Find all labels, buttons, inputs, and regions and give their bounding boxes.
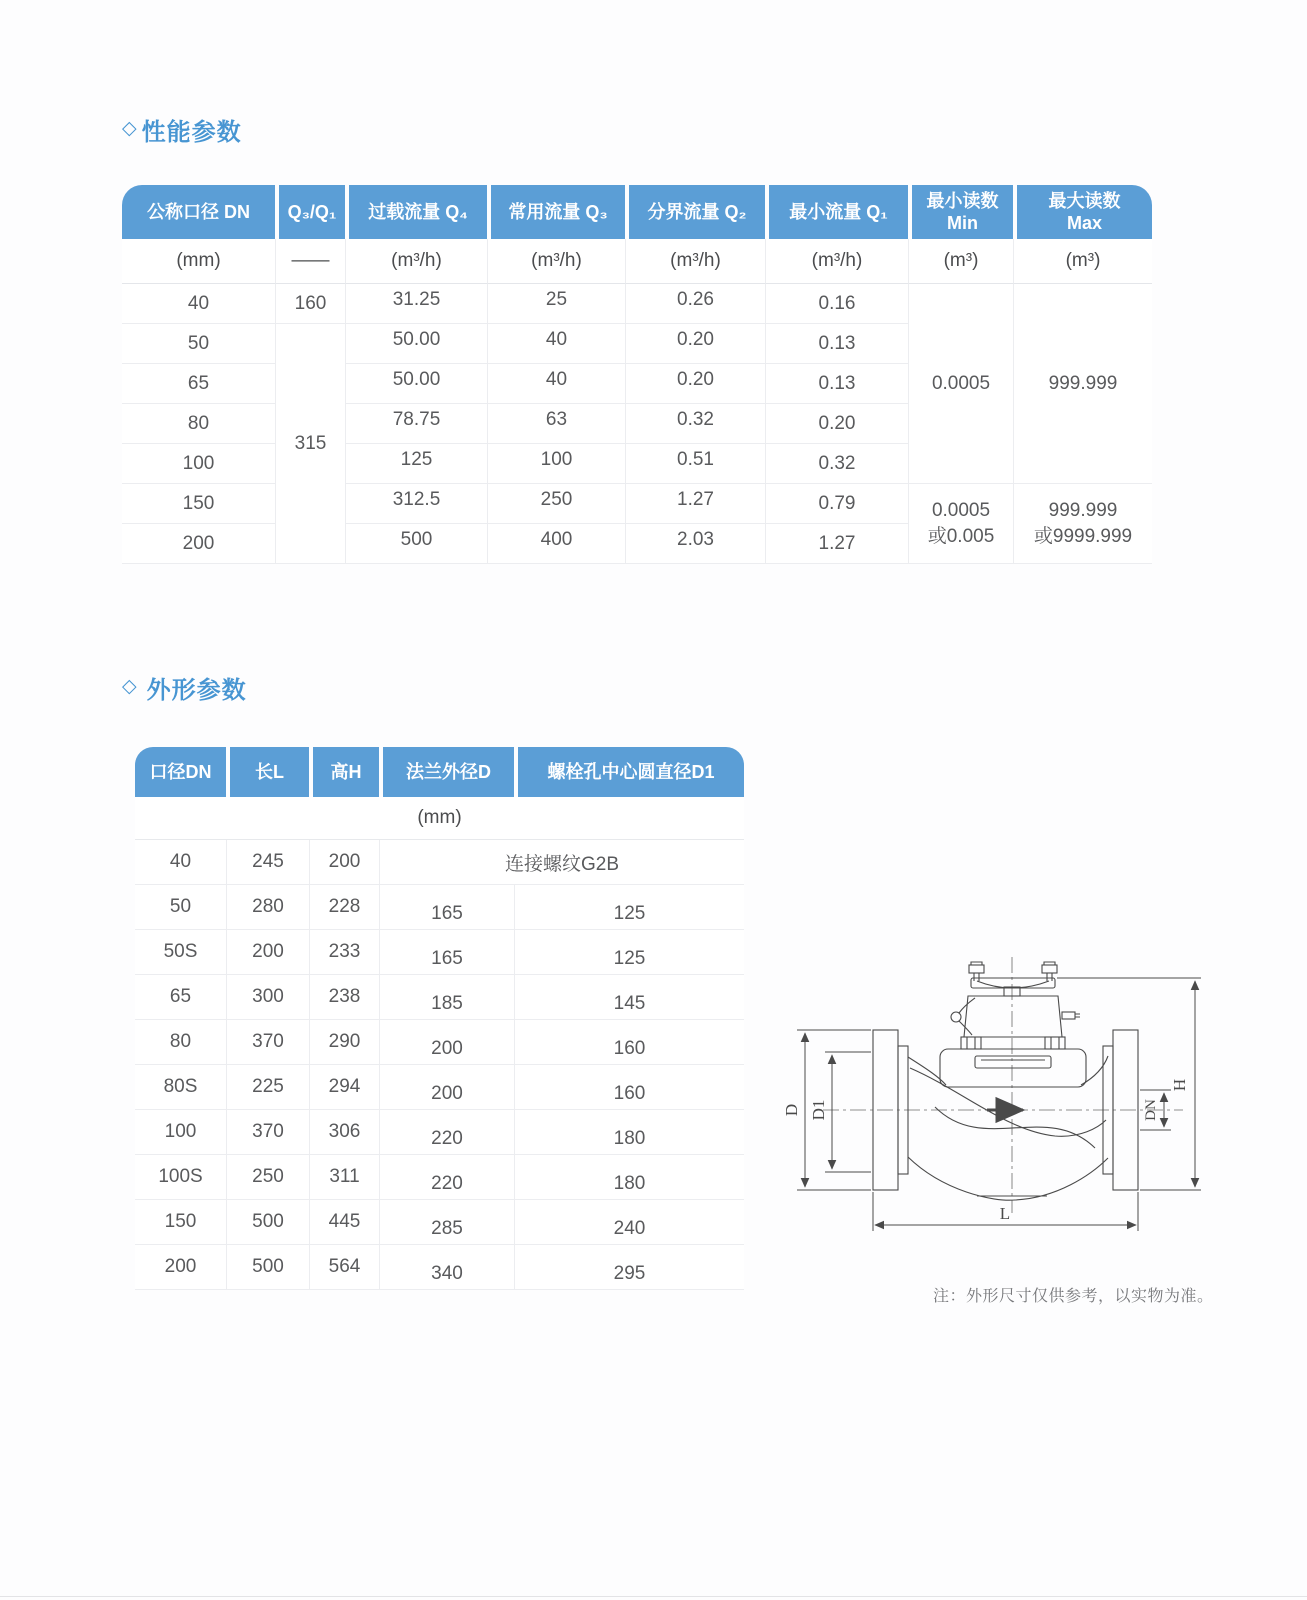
dims-unit-mm: (mm) <box>135 797 744 840</box>
perf-cell-max-merged-top: 999.999 <box>1013 284 1152 484</box>
dims-cell-d1: 160 <box>514 1065 744 1110</box>
dims-cell-l: 370 <box>226 1020 309 1065</box>
perf-cell-q4: 50.00 <box>345 324 487 364</box>
water-meter-drawing <box>765 905 1240 1255</box>
perf-cell-dn: 100 <box>122 444 275 484</box>
perf-unit-q4: (m³/h) <box>345 239 487 284</box>
perf-cell-q3: 63 <box>487 404 625 444</box>
perf-cell-min-merged-top: 0.0005 <box>908 284 1013 484</box>
dims-cell-h: 311 <box>309 1155 379 1200</box>
dim-label-dn: DN <box>1143 1099 1159 1121</box>
perf-cell-ratio: 160 <box>275 284 345 324</box>
dims-row-80s <box>135 1065 744 1110</box>
dims-cell-h: 233 <box>309 930 379 975</box>
dims-cell-l: 200 <box>226 930 309 975</box>
perf-cell-q2: 0.20 <box>625 364 765 404</box>
dims-cell-l: 225 <box>226 1065 309 1110</box>
dims-cell-d1: 160 <box>514 1020 744 1065</box>
perf-unit-ratio: —— <box>275 239 345 284</box>
perf-cell-q4: 50.00 <box>345 364 487 404</box>
perf-unit-dn: (mm) <box>122 239 275 284</box>
dims-cell-thread: 连接螺纹G2B <box>379 840 744 885</box>
perf-unit-q3: (m³/h) <box>487 239 625 284</box>
perf-cell-q1: 1.27 <box>765 524 908 564</box>
perf-cell-dn: 50 <box>122 324 275 364</box>
perf-header-min <box>908 185 1013 239</box>
dims-cell-d: 220 <box>379 1110 514 1155</box>
perf-cell-dn: 40 <box>122 284 275 324</box>
dims-cell-l: 245 <box>226 840 309 885</box>
perf-cell-q4: 31.25 <box>345 284 487 324</box>
perf-header-q2: 分界流量 Q₂ <box>625 185 765 239</box>
dims-cell-d: 165 <box>379 885 514 930</box>
perf-unit-max: (m³) <box>1013 239 1152 284</box>
dims-cell-dn: 80S <box>135 1065 226 1110</box>
dims-cell-d: 185 <box>379 975 514 1020</box>
dims-cell-l: 370 <box>226 1110 309 1155</box>
dims-cell-d1: 295 <box>514 1245 744 1290</box>
dims-cell-l: 250 <box>226 1155 309 1200</box>
section-title-text: 外形参数 <box>146 677 247 704</box>
dim-label-h: H <box>1170 1078 1189 1092</box>
dim-label-d1: D1 <box>809 1099 828 1121</box>
dims-cell-d: 165 <box>379 930 514 975</box>
dims-cell-d: 220 <box>379 1155 514 1200</box>
dims-cell-d: 200 <box>379 1020 514 1065</box>
perf-cell-dn: 80 <box>122 404 275 444</box>
diamond-icon: ◇ <box>122 676 138 697</box>
section-title-performance <box>122 112 242 147</box>
dims-cell-d1: 145 <box>514 975 744 1020</box>
dims-cell-dn: 100S <box>135 1155 226 1200</box>
perf-cell-q2: 0.51 <box>625 444 765 484</box>
drawing-note: 注：外形尺寸仅供参考，以实物为准。 <box>933 1288 1214 1305</box>
dims-cell-l: 500 <box>226 1200 309 1245</box>
dims-header-l: 长L <box>226 747 309 797</box>
dims-cell-d1: 125 <box>514 930 744 975</box>
perf-header-max-line2: Max <box>1066 213 1102 233</box>
perf-cell-max-merged-bottom <box>1013 484 1152 564</box>
dims-cell-h: 238 <box>309 975 379 1020</box>
dims-cell-l: 500 <box>226 1245 309 1290</box>
dims-cell-h: 294 <box>309 1065 379 1110</box>
dims-header-d1: 螺栓孔中心圆直径D1 <box>514 747 744 797</box>
perf-cell-q2: 0.20 <box>625 324 765 364</box>
perf-cell-q2: 2.03 <box>625 524 765 564</box>
perf-cell-q2: 0.32 <box>625 404 765 444</box>
dims-cell-l: 300 <box>226 975 309 1020</box>
dims-header-row <box>135 747 744 797</box>
perf-cell-q1: 0.13 <box>765 324 908 364</box>
perf-header-q3: 常用流量 Q₃ <box>487 185 625 239</box>
dims-header-h: 高H <box>309 747 379 797</box>
dims-row-200 <box>135 1245 744 1290</box>
dims-row-50s <box>135 930 744 975</box>
dims-cell-dn: 50S <box>135 930 226 975</box>
dims-row-65 <box>135 975 744 1020</box>
dims-cell-d: 340 <box>379 1245 514 1290</box>
dims-units-row <box>135 797 744 840</box>
perf-unit-q2: (m³/h) <box>625 239 765 284</box>
dims-cell-h: 228 <box>309 885 379 930</box>
perf-cell-q3: 40 <box>487 364 625 404</box>
dim-label-l: L <box>999 1204 1011 1223</box>
dims-cell-dn: 80 <box>135 1020 226 1065</box>
perf-cell-q1: 0.20 <box>765 404 908 444</box>
dims-row-40 <box>135 840 744 885</box>
perf-cell-q3: 25 <box>487 284 625 324</box>
perf-cell-q1: 0.16 <box>765 284 908 324</box>
perf-cell-q3: 400 <box>487 524 625 564</box>
perf-header-max-line1: 最大读数 <box>1048 190 1121 211</box>
dims-cell-dn: 65 <box>135 975 226 1020</box>
dims-cell-dn: 100 <box>135 1110 226 1155</box>
perf-header-min-line1: 最小读数 <box>926 190 999 211</box>
dims-cell-h: 290 <box>309 1020 379 1065</box>
perf-unit-q1: (m³/h) <box>765 239 908 284</box>
perf-cell-dn: 200 <box>122 524 275 564</box>
perf-header-dn: 公称口径 DN <box>122 185 275 239</box>
dims-cell-dn: 50 <box>135 885 226 930</box>
dims-header-d: 法兰外径D <box>379 747 514 797</box>
section-title-text: 性能参数 <box>141 119 242 146</box>
perf-cell-min-merged-bottom <box>908 484 1013 564</box>
perf-cell-q3: 250 <box>487 484 625 524</box>
dims-cell-dn: 200 <box>135 1245 226 1290</box>
perf-row-40 <box>122 284 1152 324</box>
perf-max-bottom-line1: 999.999 <box>1048 499 1118 521</box>
perf-cell-q4: 500 <box>345 524 487 564</box>
perf-header-q1: 最小流量 Q₁ <box>765 185 908 239</box>
register-head <box>951 962 1080 1049</box>
perf-cell-q4: 125 <box>345 444 487 484</box>
dims-cell-l: 280 <box>226 885 309 930</box>
perf-cell-dn: 150 <box>122 484 275 524</box>
dims-cell-d1: 240 <box>514 1200 744 1245</box>
perf-unit-min: (m³) <box>908 239 1013 284</box>
section-title-dimensions <box>122 670 247 705</box>
perf-header-min-line2: Min <box>947 213 978 233</box>
dims-cell-h: 200 <box>309 840 379 885</box>
dims-cell-d: 200 <box>379 1065 514 1110</box>
perf-cell-q2: 1.27 <box>625 484 765 524</box>
perf-header-row <box>122 185 1152 239</box>
dims-row-100s <box>135 1155 744 1200</box>
dims-row-50 <box>135 885 744 930</box>
dims-cell-d1: 180 <box>514 1110 744 1155</box>
dimensions-table <box>135 747 744 1290</box>
perf-cell-q1: 0.13 <box>765 364 908 404</box>
perf-header-ratio: Q₃/Q₁ <box>275 185 345 239</box>
dims-cell-h: 564 <box>309 1245 379 1290</box>
meter-body <box>873 1030 1138 1200</box>
dimension-d1 <box>825 1052 871 1172</box>
dims-header-dn: 口径DN <box>135 747 226 797</box>
perf-cell-ratio-merged: 315 <box>275 324 345 564</box>
perf-cell-q1: 0.79 <box>765 484 908 524</box>
dims-row-80 <box>135 1020 744 1065</box>
meter-technical-drawing <box>765 905 1240 1260</box>
perf-units-row <box>122 239 1152 284</box>
dims-cell-d1: 125 <box>514 885 744 930</box>
perf-cell-q4: 78.75 <box>345 404 487 444</box>
performance-table <box>122 185 1152 564</box>
perf-header-max <box>1013 185 1152 239</box>
dims-row-150 <box>135 1200 744 1245</box>
dims-cell-h: 445 <box>309 1200 379 1245</box>
page-edge-divider <box>0 1596 1307 1597</box>
diamond-icon: ◇ <box>122 118 138 139</box>
dims-row-100 <box>135 1110 744 1155</box>
centerlines <box>823 957 1183 1213</box>
perf-cell-q1: 0.32 <box>765 444 908 484</box>
perf-cell-q3: 100 <box>487 444 625 484</box>
perf-cell-q4: 312.5 <box>345 484 487 524</box>
perf-min-bottom-line1: 0.0005 <box>931 499 991 521</box>
dims-cell-d1: 180 <box>514 1155 744 1200</box>
perf-header-q4: 过载流量 Q₄ <box>345 185 487 239</box>
dim-label-d: D <box>782 1103 801 1117</box>
dims-cell-dn: 40 <box>135 840 226 885</box>
dims-cell-d: 285 <box>379 1200 514 1245</box>
perf-min-bottom-line2: 或0.005 <box>927 525 995 547</box>
dims-cell-dn: 150 <box>135 1200 226 1245</box>
dims-cell-h: 306 <box>309 1110 379 1155</box>
perf-cell-dn: 65 <box>122 364 275 404</box>
perf-cell-q3: 40 <box>487 324 625 364</box>
perf-cell-q2: 0.26 <box>625 284 765 324</box>
perf-max-bottom-line2: 或9999.999 <box>1033 525 1133 547</box>
